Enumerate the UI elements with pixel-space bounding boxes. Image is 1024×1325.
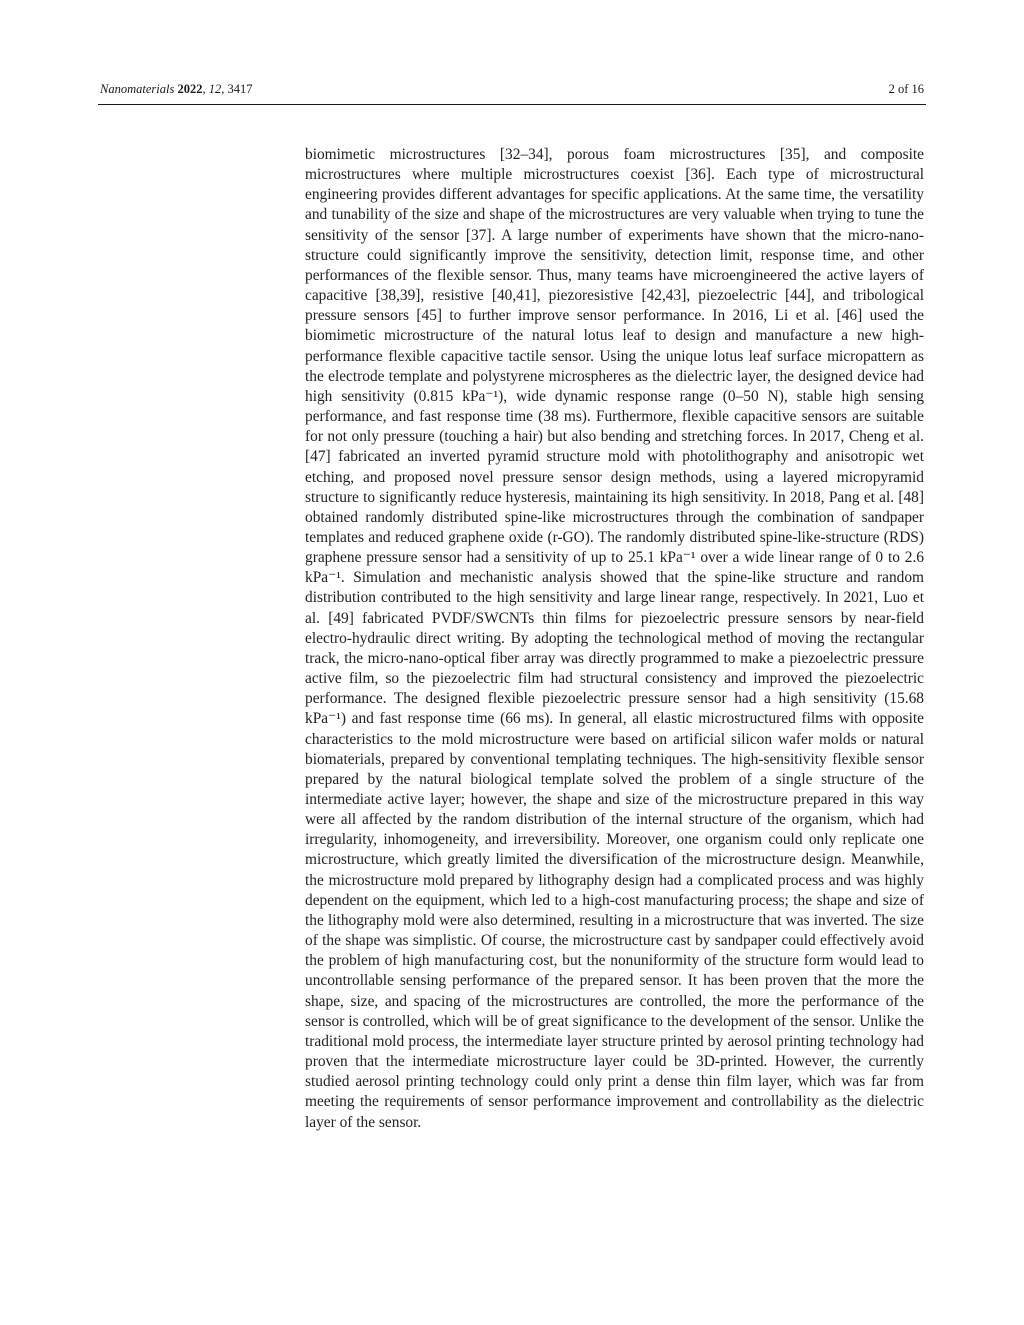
header-rule [98, 104, 926, 105]
page-number: 2 of 16 [888, 82, 924, 96]
running-header [98, 80, 926, 102]
journal-year: 2022 [177, 82, 203, 96]
journal-volume: 12 [208, 82, 222, 96]
body-paragraph: biomimetic microstructures [32–34], porous foam microstructures [35], and composite microstructures where multiple microstructures coexist [36]. Each type of microstructural engineering provides different advantages for specific applications. At the same time, the versatility and tunability of the size and shape of the microstructures are very valuable when trying to tune the sensitivity of the sensor [37]. A large number of experiments have shown that the micro-nano-structure could significantly improve the sensitivity, detection limit, response time, and other performances of the flexible sensor. Thus, many teams have microengineered the active layers of capacitive [38,39], resistive [40,41], piezoresistive [42,43], piezoelectric [44], and tribological pressure sensors [45] to further improve sensor performance. In 2016, Li et al. [46] used the biomimetic microstructure of the natural lotus leaf to design and manufacture a new high-performance flexible capacitive tactile sensor. Using the unique lotus leaf surface micropattern as the electrode template and polystyrene microspheres as the dielectric layer, the designed device had high sensitivity (0.815 kPa⁻¹), wide dynamic response range (0–50 N), stable high sensing performance, and fast response time (38 ms). Furthermore, flexible capacitive sensors are suitable for not only pressure (touching a hair) but also bending and stretching forces. In 2017, Cheng et al. [47] fabricated an inverted pyramid structure mold with photolithography and anisotropic wet etching, and proposed novel pressure sensor design methods, using a layered micropyramid structure to significantly reduce hysteresis, maintaining its high sensitivity. In 2018, Pang et al. [48] obtained randomly distributed spine-like microstructures through the combination of sandpaper templates and reduced graphene oxide (r-GO). The randomly distributed spine-like-structure (RDS) graphene pressure sensor had a sensitivity of up to 25.1 kPa⁻¹ over a wide linear range of 0 to 2.6 kPa⁻¹. Simulation and mechanistic analysis showed that the spine-like structure and random distribution contributed to the high sensitivity and large linear range, respectively. In 2021, Luo et al. [49] fabricated PVDF/SWCNTs thin films for piezoelectric pressure sensors by near-field electro-hydraulic direct writing. By adopting the technological method of moving the rectangular track, the micro-nano-optical fiber array was directly programmed to make a piezoelectric pressure active film, so the piezoelectric film had structural consistency and improved the piezoelectric performance. The designed flexible piezoelectric pressure sensor had a high sensitivity (15.68 kPa⁻¹) and fast response time (66 ms). In general, all elastic microstructured films with opposite characteristics to the mold microstructure were based on artificial silicon wafer molds or natural biomaterials, prepared by conventional templating techniques. The high-sensitivity flexible sensor prepared by the natural biological template solved the problem of a single structure of the intermediate active layer; however, the shape and size of the microstructure prepared in this way were all affected by the random distribution of the internal structure of the organism, which had irregularity, inhomogeneity, and irreversibility. Moreover, one organism could only replicate one microstructure, which greatly limited the diversification of the microstructure design. Meanwhile, the microstructure mold prepared by lithography design had a complicated process and was highly dependent on the equipment, which led to a high-cost manufacturing process; the shape and size of the lithography mold were also determined, resulting in a microstructure that was inverted. The size of the shape was simplistic. Of course, the microstructure cast by sandpaper could effectively avoid the problem of high manufacturing cost, but the nonuniformity of the structure form would lead to uncontrollable sensing performance of the prepared sensor. It has been proven that the more the shape, size, and spacing of the microstructures are controlled, the more the performance of the sensor is controlled, which will be of great significance to the development of the sensor. Unlike the traditional mold process, the intermediate layer structure printed by aerosol printing technology had proven that the intermediate microstructure layer could be 3D-printed. However, the currently studied aerosol printing technology could only print a dense thin film layer, which was far from meeting the requirements of sensor performance improvement and controllability as the dielectric layer of the sensor. [305, 146, 924, 1131]
journal-name: Nanomaterials [100, 82, 175, 96]
article-number: 3417 [227, 82, 253, 96]
citation-line: Nanomaterials 2022, 12, 3417 [100, 82, 253, 96]
